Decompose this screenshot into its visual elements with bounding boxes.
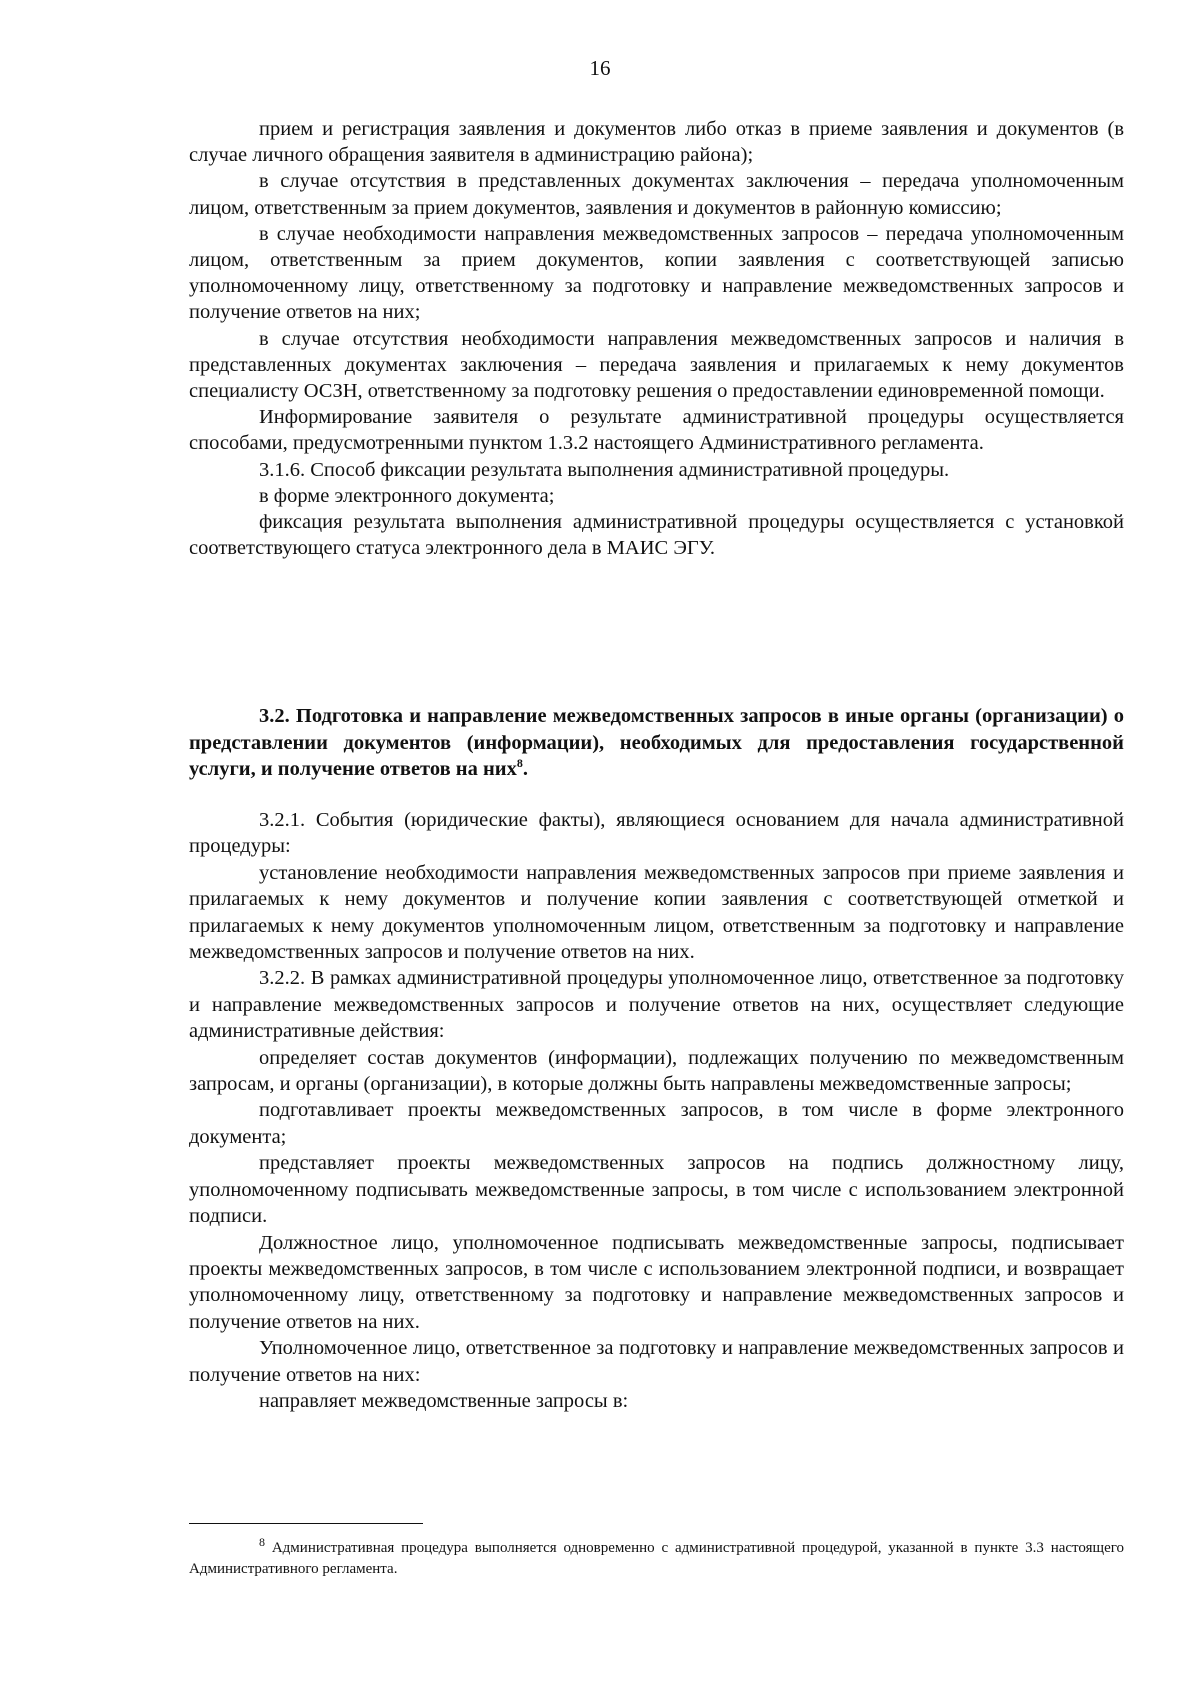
body-text-bottom <box>189 807 1124 1414</box>
footnote-separator <box>189 1523 423 1524</box>
body-text-top <box>189 116 1124 561</box>
paragraph: представляет проекты межведомственных запросов на подпись должностному лицу, уполномоченному подписывать межведомственные запросы, в том числе с использованием электронной подписи. <box>189 1152 1124 1228</box>
paragraph: в случае отсутствия необходимости направления межведомственных запросов и наличия в представленных документах заключения – передача заявления и прилагаемых к нему документов специалисту ОСЗН, ответственному за подготовку решения о предоставлении единовременной помощи. <box>189 327 1124 403</box>
paragraph: фиксация результата выполнения административной процедуры осуществляется с установкой соответствующего статуса электронного дела в МАИС ЭГУ. <box>189 511 1124 560</box>
footnote-text: Административная процедура выполняется одновременно с административной процедурой, указанной в пункте 3.3 настоящего Административного регламента. <box>189 1540 1125 1577</box>
paragraph: 3.1.6. Способ фиксации результата выполнения административной процедуры. <box>259 458 950 481</box>
paragraph: в форме электронного документа; <box>259 484 555 507</box>
page-number: 16 <box>589 56 611 80</box>
paragraph: Должностное лицо, уполномоченное подписывать межведомственные запросы, подписывает проекты межведомственных запросов, в том числе с использованием электронной подписи, и возвращает уполномоченному лицу, ответственному за подготовку и направление межведомственных запросов и получение ответов на них. <box>189 1231 1124 1333</box>
paragraph: прием и регистрация заявления и документов либо отказ в приеме заявления и документов (в случае личного обращения заявителя в администрацию района); <box>189 118 1124 167</box>
paragraph: Уполномоченное лицо, ответственное за подготовку и направление межведомственных запросов и получение ответов на них: <box>189 1337 1124 1386</box>
footnote-reference: 8 <box>516 756 523 771</box>
paragraph: 3.2.2. В рамках административной процедуры уполномоченное лицо, ответственное за подготовку и направление межведомственных запросов и получение ответов на них, осуществляет следующие административные действия: <box>189 967 1124 1043</box>
paragraph: в случае необходимости направления межведомственных запросов – передача уполномоченным лицом, ответственным за прием документов, копии заявления с соответствующей записью уполномоченному лицу, ответственному за подготовку и направление межведомственных запросов и получение ответов на них; <box>189 222 1124 324</box>
paragraph: 3.2.1. События (юридические факты), являющиеся основанием для начала административной процедуры: <box>189 809 1124 858</box>
paragraph: в случае отсутствия в представленных документах заключения – передача уполномоченным лицом, ответственным за прием документов, заявления и документов в районную комиссию; <box>189 170 1124 219</box>
paragraph: направляет межведомственные запросы в: <box>259 1389 629 1412</box>
paragraph: определяет состав документов (информации), подлежащих получению по межведомственным запросам, и органы (организации), в которые должны быть направлены межведомственные запросы; <box>189 1046 1124 1096</box>
footnote <box>189 1535 1125 1580</box>
footnote-marker: 8 <box>259 1535 265 1549</box>
paragraph: подготавливает проекты межведомственных запросов, в том числе в форме электронного документа; <box>189 1099 1124 1148</box>
section-heading <box>189 703 1124 783</box>
paragraph: установление необходимости направления межведомственных запросов при приеме заявления и прилагаемых к нему документов и получение копии заявления с соответствующей отметкой и прилагаемых к нему документов уполномоченным лицом, ответственным за подготовку и направление межведомственных запросов и получение ответов на них. <box>189 861 1124 964</box>
section-heading-text: 3.2. Подготовка и направление межведомственных запросов в иные органы (организации) о представлении документов (информации), необходимых для предоставления государственной услуги, и получение ответов на них <box>189 705 1124 780</box>
section-heading-end: . <box>522 758 528 780</box>
paragraph: Информирование заявителя о результате административной процедуры осуществляется способами, предусмотренными пунктом 1.3.2 настоящего Административного регламента. <box>189 406 1124 455</box>
